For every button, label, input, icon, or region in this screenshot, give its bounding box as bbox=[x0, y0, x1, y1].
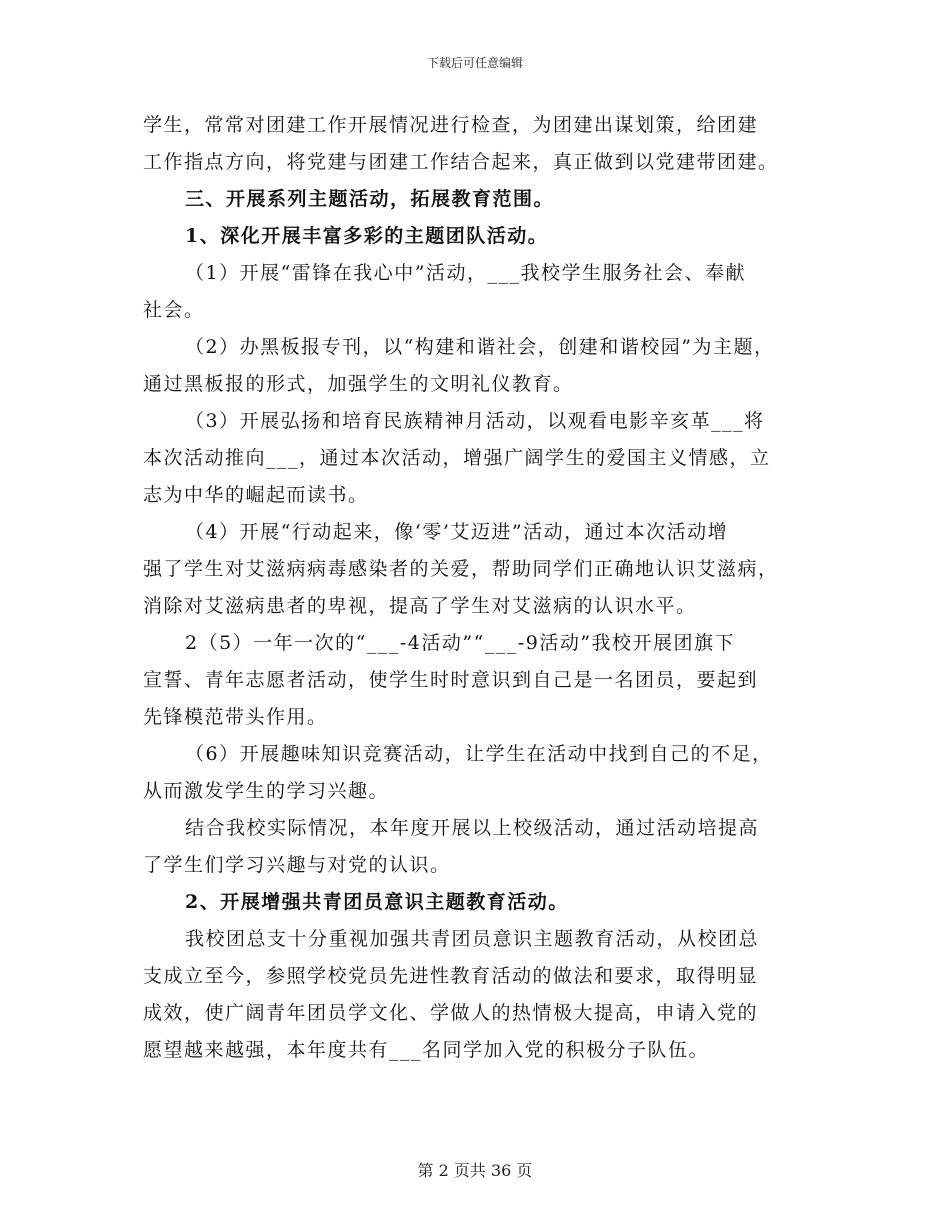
paragraph-line: 宣誓、青年志愿者活动，使学生时时意识到自己是一名团员，要起到 bbox=[143, 669, 759, 691]
paragraph-line: 社会。 bbox=[143, 299, 205, 321]
paragraph-line: 结合我校实际情况，本年度开展以上校级活动，通过活动培提高 bbox=[185, 817, 760, 839]
paragraph-line: 愿望越来越强，本年度共有___名同学加入党的积极分子队伍。 bbox=[143, 1039, 710, 1061]
paragraph-line: （2）办黑板报专刊，以“构建和谐社会，创建和谐校园”为主题， bbox=[185, 336, 775, 358]
paragraph-line: 支成立至今，参照学校党员先进性教育活动的做法和要求，取得明显 bbox=[143, 965, 759, 987]
paragraph-line: 学生，常常对团建工作开展情况进行检查，为团建出谋划策，给团建 bbox=[143, 114, 759, 136]
paragraph-line: 工作指点方向，将党建与团建工作结合起来，真正做到以党建带团建。 bbox=[143, 151, 779, 173]
paragraph-line: 志为中华的崛起而读书。 bbox=[143, 484, 369, 506]
paragraph-line: 强了学生对艾滋病病毒感染者的关爱，帮助同学们正确地认识艾滋病， bbox=[143, 558, 779, 580]
paragraph-line: （1）开展“雷锋在我心中”活动，___我校学生服务社会、奉献 bbox=[185, 262, 747, 284]
paragraph-line: 成效，使广阔青年团员学文化、学做人的热情极大提高，申请入党的 bbox=[143, 1002, 759, 1024]
document-body bbox=[143, 107, 808, 1069]
paragraph-line: 消除对艾滋病患者的卑视，提高了学生对艾滋病的认识水平。 bbox=[143, 595, 697, 617]
paragraph-line: 从而激发学生的学习兴趣。 bbox=[143, 780, 390, 802]
page-footer: 第 2 页共 36 页 bbox=[417, 1161, 533, 1180]
paragraph-line: 我校团总支十分重视加强共青团员意识主题教育活动，从校团总 bbox=[185, 928, 760, 950]
paragraph-line: （6）开展趣味知识竞赛活动，让学生在活动中找到自己的不足， bbox=[185, 743, 773, 765]
paragraph-line: （4）开展“行动起来，像‘零’艾迈进”活动，通过本次活动增 bbox=[185, 521, 729, 543]
paragraph-line: 先锋模范带头作用。 bbox=[143, 706, 328, 728]
section-heading-line: 2、开展增强共青团员意识主题教育活动。 bbox=[185, 891, 569, 913]
paragraph-line: 了学生们学习兴趣与对党的认识。 bbox=[143, 854, 451, 876]
paragraph-line: 本次活动推向___，通过本次活动，增强广阔学生的爱国主义情感，立 bbox=[143, 447, 771, 469]
paragraph-line: 通过黑板报的形式，加强学生的文明礼仪教育。 bbox=[143, 373, 574, 395]
paragraph-line: 2（5）一年一次的“___-4活动”“___-9活动”我校开展团旗下 bbox=[185, 632, 736, 654]
paragraph-line: （3）开展弘扬和培育民族精神月活动，以观看电影辛亥革___将 bbox=[185, 410, 765, 432]
section-heading-line: 1、深化开展丰富多彩的主题团队活动。 bbox=[185, 225, 549, 247]
section-heading-line: 三、开展系列主题活动，拓展教育范围。 bbox=[185, 188, 555, 210]
page-header: 下载后可任意编辑 bbox=[426, 56, 523, 70]
